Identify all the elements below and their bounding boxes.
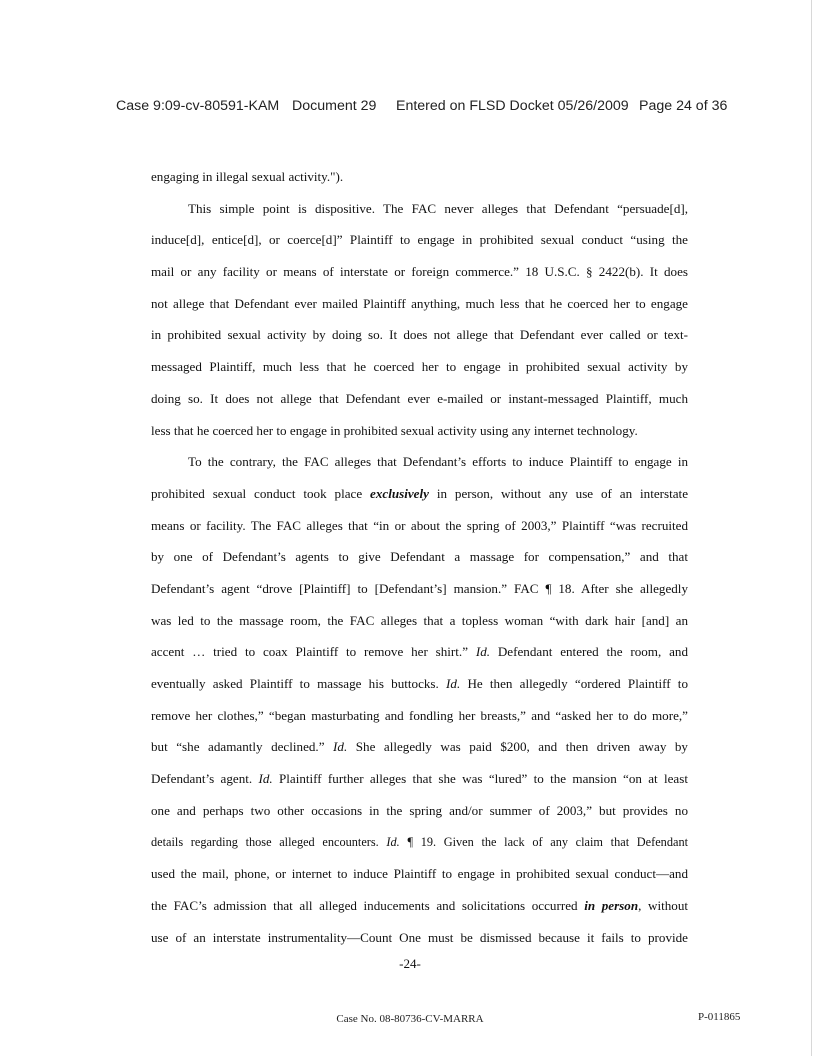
text-line: messaged Plaintiff, much less that he coerced her to engage in prohibited sexual activity by [151,359,688,375]
body-text [151,168,688,960]
text-run: accent … tried to coax Plaintiff to remove her shirt.” [151,644,468,660]
text-run: , without [638,897,689,913]
text-line: in prohibited sexual activity by doing so. It does not allege that Defendant ever called or text- [151,327,688,343]
text-run: details regarding those alleged encounters. [151,835,379,850]
text-line [151,770,688,802]
text-line [151,643,688,675]
bates-number: P-011865 [698,1011,741,1023]
text-line: remove her clothes,” “began masturbating and fondling her breasts,” and “asked her to do more,” [151,707,688,723]
header-page-count: Page 24 of 36 [639,98,728,114]
text-run: He then allegedly “ordered Plaintiff to [467,676,688,691]
text-line [151,738,688,770]
text-line: was led to the massage room, the FAC alleges that a topless woman “with dark hair [and] an [151,612,688,628]
text-line [151,675,688,707]
citation-id: Id. [333,739,348,755]
text-line: less that he coerced her to engage in prohibited sexual activity using any internet technology. [151,422,638,438]
text-line: one and perhaps two other occasions in the spring and/or summer of 2003,” but provides no [151,802,688,818]
citation-id: Id. [258,771,273,787]
text-line: doing so. It does not allege that Defendant ever e-mailed or instant-messaged Plaintiff, much [151,390,688,406]
text-line: This simple point is dispositive. The FAC never alleges that Defendant “persuade[d], [188,200,688,216]
citation-id: Id. [386,835,400,850]
text-run: the FAC’s admission that all alleged inducements and solicitations occurred [151,897,578,913]
text-line [151,833,688,865]
text-run: in person, without any use of an interstate [436,485,689,501]
text-line [151,485,688,517]
header-document-number: Document 29 [292,98,377,114]
text-run: She allegedly was paid $200, and then driven away by [355,739,688,755]
court-header [116,98,736,114]
text-line: To the contrary, the FAC alleges that Defendant’s efforts to induce Plaintiff to engage in [188,454,688,470]
emphasis-text: exclusively [370,485,429,501]
citation-id: Id. [446,676,461,691]
header-case-number: Case 9:09-cv-80591-KAM [116,98,280,114]
text-line: Defendant’s agent “drove [Plaintiff] to [Defendant’s] mansion.” FAC ¶ 18. After she allegedly [151,580,688,596]
text-line: by one of Defendant’s agents to give Defendant a massage for compensation,” and that [151,549,688,565]
text-line: use of an interstate instrumentality—Count One must be dismissed because it fails to provide [151,929,688,945]
text-line: engaging in illegal sexual activity."). [151,169,344,184]
text-run: Defendant’s agent. [151,771,253,787]
text-line: induce[d], entice[d], or coerce[d]” Plaintiff to engage in prohibited sexual conduct “using the [151,232,688,248]
text-line [151,897,688,929]
citation-id: Id. [475,644,491,660]
text-run: Defendant entered the room, and [497,644,688,660]
text-run: eventually asked Plaintiff to massage his buttocks. [151,676,439,691]
emphasis-text: in person [584,897,639,913]
text-line: means or facility. The FAC alleges that “in or about the spring of 2003,” Plaintiff “was recruited [151,517,688,533]
text-run: prohibited sexual conduct took place [151,485,363,501]
text-run: ¶ 19. Given the lack of any claim that Defendant [407,835,689,850]
footer-case-number: Case No. 08-80736-CV-MARRA [336,1013,484,1025]
text-line: not allege that Defendant ever mailed Plaintiff anything, much less that he coerced her to engage [151,295,688,311]
header-entered-date: Entered on FLSD Docket 05/26/2009 [396,98,629,114]
page-number: -24- [399,956,421,971]
text-line: mail or any facility or means of interstate or foreign commerce.” 18 U.S.C. § 2422(b). It does [151,264,688,280]
text-run: Plaintiff further alleges that she was “lured” to the mansion “on at least [278,771,688,787]
text-line: used the mail, phone, or internet to induce Plaintiff to engage in prohibited sexual conduct—and [151,866,688,882]
page-edge-divider [811,0,812,1056]
text-run: but “she adamantly declined.” [151,739,325,755]
